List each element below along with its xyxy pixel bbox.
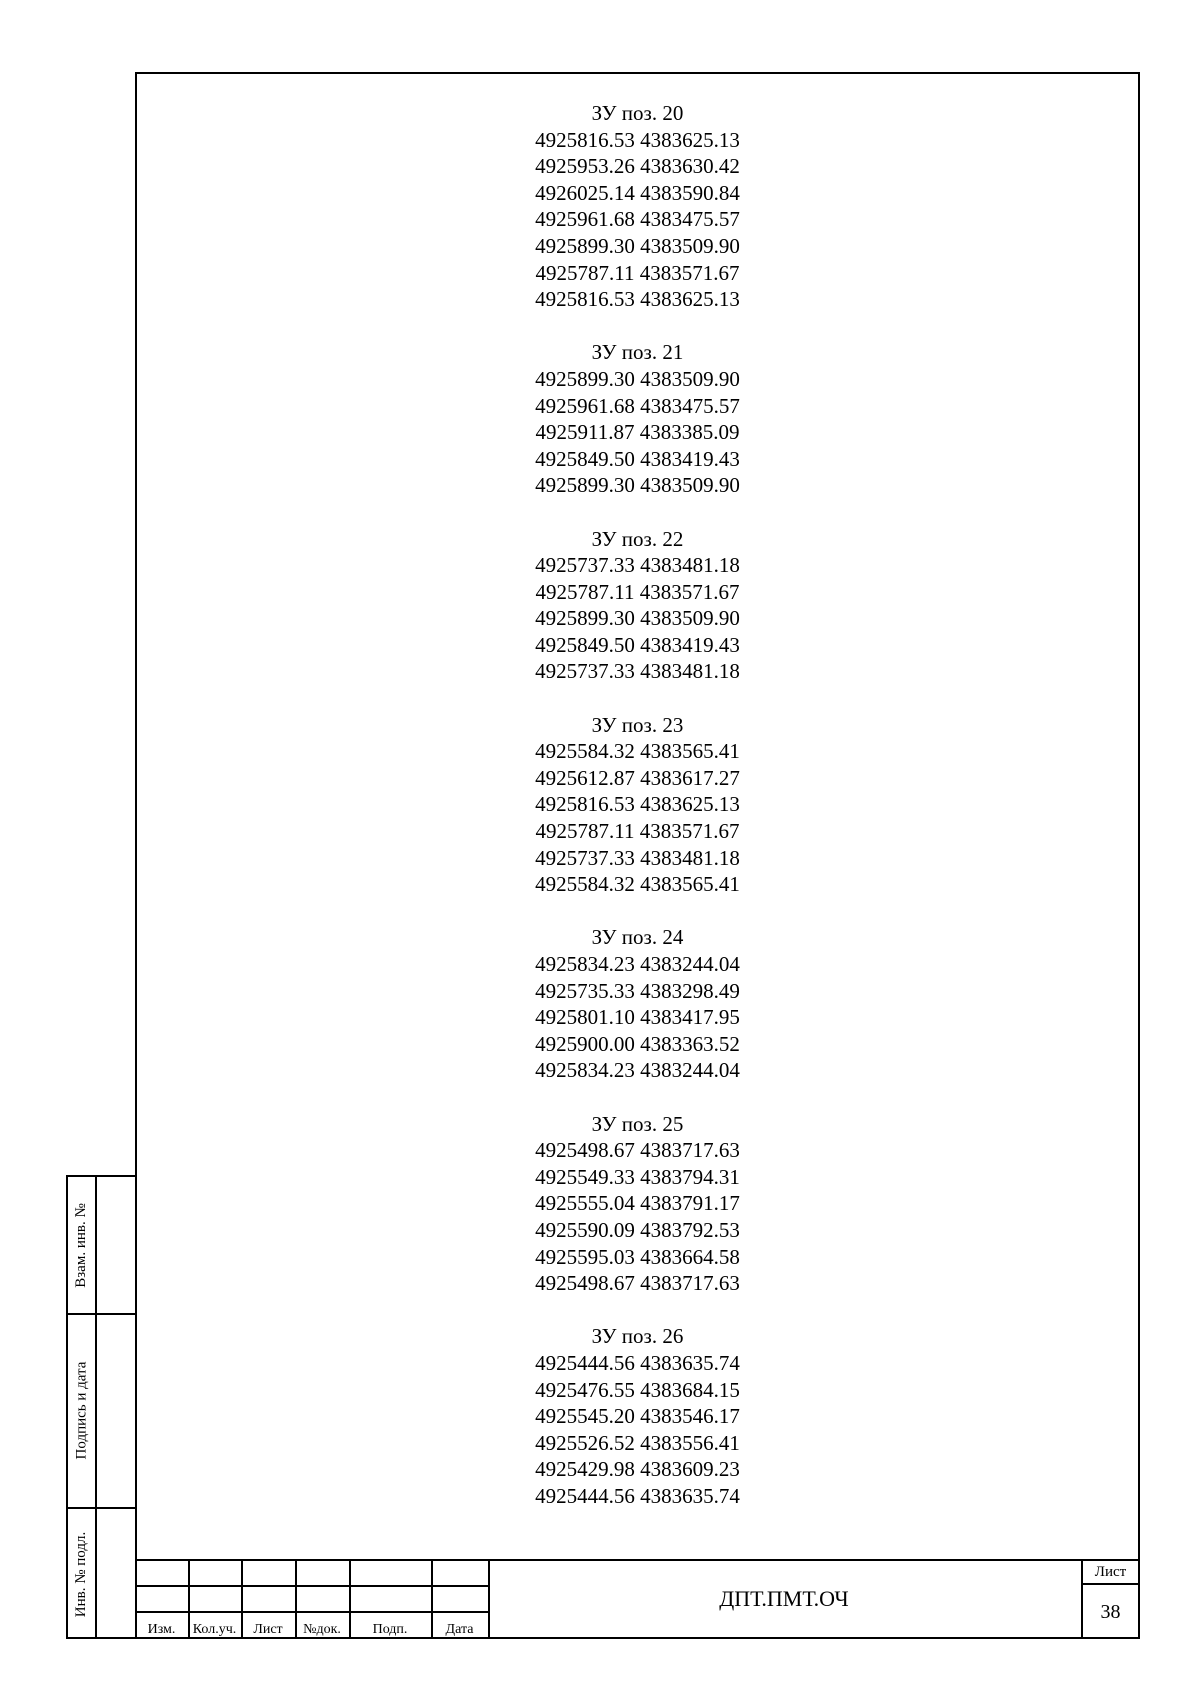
podpis-data-label: Подпись и дата bbox=[73, 1361, 90, 1459]
coordinate-row: 4925590.09 4383792.53 bbox=[535, 1217, 740, 1242]
coordinate-row: 4925961.68 4383475.57 bbox=[535, 393, 740, 418]
sheet-label: Лист bbox=[1094, 1564, 1127, 1580]
coordinate-row: 4925545.20 4383546.17 bbox=[535, 1404, 740, 1429]
coordinate-row: 4925737.33 4383481.18 bbox=[535, 845, 740, 870]
coordinate-row: 4925612.87 4383617.27 bbox=[535, 765, 740, 790]
col-data: Дата bbox=[445, 1622, 474, 1637]
coordinate-row: 4925444.56 4383635.74 bbox=[535, 1483, 740, 1508]
coordinate-row: 4925911.87 4383385.09 bbox=[535, 420, 740, 445]
coordinate-row: 4925816.53 4383625.13 bbox=[535, 287, 740, 312]
parcel-block bbox=[137, 339, 1138, 499]
coordinate-row: 4925444.56 4383635.74 bbox=[535, 1350, 740, 1375]
inv-podl-label: Инв. № подл. bbox=[73, 1531, 89, 1617]
coordinate-row: 4925595.03 4383664.58 bbox=[535, 1244, 740, 1269]
coordinate-row: 4926025.14 4383590.84 bbox=[535, 180, 740, 205]
coordinate-row: 4925735.33 4383298.49 bbox=[535, 978, 740, 1003]
coordinate-row: 4925899.30 4383509.90 bbox=[535, 473, 740, 498]
coordinate-row: 4925834.23 4383244.04 bbox=[535, 1058, 740, 1083]
col-kol-uch: Кол.уч. bbox=[192, 1622, 237, 1637]
coordinate-row: 4925816.53 4383625.13 bbox=[535, 792, 740, 817]
coordinate-row: 4925737.33 4383481.18 bbox=[535, 659, 740, 684]
coordinates-list bbox=[137, 100, 1138, 1536]
parcel-block bbox=[137, 100, 1138, 313]
parcel-block bbox=[137, 712, 1138, 898]
parcel-title: ЗУ поз. 26 bbox=[591, 1324, 684, 1349]
parcel-title: ЗУ поз. 23 bbox=[591, 712, 684, 737]
document-code: ДПТ.ПМТ.ОЧ bbox=[719, 1586, 849, 1611]
side-divider bbox=[95, 1177, 97, 1637]
coordinate-row: 4925498.67 4383717.63 bbox=[535, 1271, 740, 1296]
coordinate-row: 4925549.33 4383794.31 bbox=[535, 1164, 740, 1189]
coordinate-row: 4925900.00 4383363.52 bbox=[535, 1031, 740, 1056]
vzam-inv-label: Взам. инв. № bbox=[73, 1202, 89, 1288]
parcel-block bbox=[137, 1323, 1138, 1509]
coordinate-row: 4925899.30 4383509.90 bbox=[535, 366, 740, 391]
coordinate-row: 4925584.32 4383565.41 bbox=[535, 872, 740, 897]
parcel-block bbox=[137, 924, 1138, 1084]
coordinate-row: 4925737.33 4383481.18 bbox=[535, 553, 740, 578]
stamp-top-line bbox=[135, 1559, 1140, 1561]
coordinate-row: 4925526.52 4383556.41 bbox=[535, 1430, 740, 1455]
coordinate-row: 4925899.30 4383509.90 bbox=[535, 233, 740, 258]
coordinate-row: 4925899.30 4383509.90 bbox=[535, 606, 740, 631]
coordinate-row: 4925834.23 4383244.04 bbox=[535, 952, 740, 976]
coordinate-row: 4925429.98 4383609.23 bbox=[535, 1457, 740, 1482]
parcel-title: ЗУ поз. 25 bbox=[591, 1111, 684, 1136]
col-list: Лист bbox=[253, 1622, 283, 1637]
coordinate-row: 4925787.11 4383571.67 bbox=[535, 260, 740, 285]
coordinate-row: 4925816.53 4383625.13 bbox=[535, 127, 740, 152]
coordinate-row: 4925584.32 4383565.41 bbox=[535, 739, 740, 764]
coordinate-row: 4925498.67 4383717.63 bbox=[535, 1138, 740, 1163]
col-ndok: №док. bbox=[303, 1622, 341, 1637]
coordinate-row: 4925787.11 4383571.67 bbox=[535, 579, 740, 604]
coordinate-row: 4925961.68 4383475.57 bbox=[535, 207, 740, 232]
coordinate-row: 4925801.10 4383417.95 bbox=[535, 1005, 740, 1030]
parcel-title: ЗУ поз. 24 bbox=[591, 925, 684, 950]
col-podp: Подп. bbox=[372, 1622, 408, 1637]
coordinate-row: 4925849.50 4383419.43 bbox=[535, 632, 740, 657]
title-block bbox=[135, 1559, 1140, 1639]
coordinate-row: 4925787.11 4383571.67 bbox=[535, 819, 740, 844]
parcel-block bbox=[137, 526, 1138, 686]
parcel-title: ЗУ поз. 22 bbox=[591, 526, 684, 551]
coordinate-row: 4925476.55 4383684.15 bbox=[535, 1377, 740, 1402]
parcel-title: ЗУ поз. 20 bbox=[591, 101, 684, 125]
sheet-number: 38 bbox=[1100, 1601, 1121, 1623]
col-izm: Изм. bbox=[147, 1622, 176, 1637]
coordinate-row: 4925555.04 4383791.17 bbox=[535, 1191, 740, 1216]
parcel-title: ЗУ поз. 21 bbox=[591, 340, 684, 365]
side-strip bbox=[66, 1175, 135, 1639]
parcel-block bbox=[137, 1111, 1138, 1297]
coordinate-row: 4925849.50 4383419.43 bbox=[535, 446, 740, 471]
coordinate-row: 4925953.26 4383630.42 bbox=[535, 154, 740, 179]
